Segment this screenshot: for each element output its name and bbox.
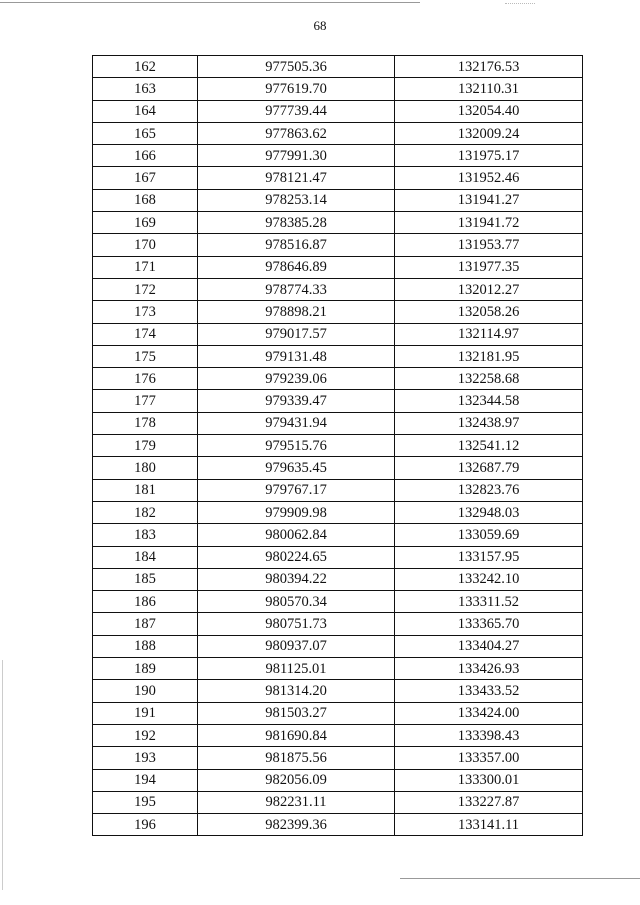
x-coordinate-cell: 980224.65	[198, 546, 395, 568]
point-number-cell: 173	[93, 301, 198, 323]
top-divider-dotted	[505, 3, 535, 4]
table-row	[93, 702, 583, 724]
x-coordinate-cell: 979339.47	[198, 390, 395, 412]
x-coordinate-cell: 980751.73	[198, 613, 395, 635]
table-row	[93, 680, 583, 702]
y-coordinate-cell: 133426.93	[395, 658, 583, 680]
x-coordinate-cell: 980394.22	[198, 568, 395, 590]
point-number-cell: 183	[93, 524, 198, 546]
x-coordinate-cell: 982231.11	[198, 791, 395, 813]
x-coordinate-cell: 982399.36	[198, 814, 395, 836]
table-row	[93, 814, 583, 836]
y-coordinate-cell: 131977.35	[395, 256, 583, 278]
table-row	[93, 635, 583, 657]
x-coordinate-cell: 977991.30	[198, 145, 395, 167]
point-number-cell: 194	[93, 769, 198, 791]
x-coordinate-cell: 978646.89	[198, 256, 395, 278]
x-coordinate-cell: 979431.94	[198, 412, 395, 434]
point-number-cell: 167	[93, 167, 198, 189]
x-coordinate-cell: 982056.09	[198, 769, 395, 791]
y-coordinate-cell: 132012.27	[395, 278, 583, 300]
table-row	[93, 234, 583, 256]
y-coordinate-cell: 132181.95	[395, 345, 583, 367]
page-number: 68	[313, 18, 327, 33]
point-number-cell: 166	[93, 145, 198, 167]
point-number-cell: 178	[93, 412, 198, 434]
table-row	[93, 100, 583, 122]
point-number-cell: 193	[93, 747, 198, 769]
table-row	[93, 457, 583, 479]
x-coordinate-cell: 979635.45	[198, 457, 395, 479]
x-coordinate-cell: 981314.20	[198, 680, 395, 702]
table-row	[93, 769, 583, 791]
y-coordinate-cell: 133424.00	[395, 702, 583, 724]
y-coordinate-cell: 133398.43	[395, 724, 583, 746]
table-row	[93, 591, 583, 613]
y-coordinate-cell: 132054.40	[395, 100, 583, 122]
table-row	[93, 390, 583, 412]
y-coordinate-cell: 133365.70	[395, 613, 583, 635]
x-coordinate-cell: 977505.36	[198, 56, 395, 78]
x-coordinate-cell: 978898.21	[198, 301, 395, 323]
point-number-cell: 169	[93, 212, 198, 234]
table-row	[93, 479, 583, 501]
point-number-cell: 184	[93, 546, 198, 568]
y-coordinate-cell: 132058.26	[395, 301, 583, 323]
y-coordinate-cell: 131941.72	[395, 212, 583, 234]
x-coordinate-cell: 981503.27	[198, 702, 395, 724]
table-row	[93, 435, 583, 457]
point-number-cell: 181	[93, 479, 198, 501]
y-coordinate-cell: 133141.11	[395, 814, 583, 836]
table-row	[93, 546, 583, 568]
y-coordinate-cell: 133157.95	[395, 546, 583, 568]
point-number-cell: 175	[93, 345, 198, 367]
point-number-cell: 164	[93, 100, 198, 122]
x-coordinate-cell: 979131.48	[198, 345, 395, 367]
x-coordinate-cell: 979909.98	[198, 501, 395, 523]
point-number-cell: 186	[93, 591, 198, 613]
table-row	[93, 167, 583, 189]
x-coordinate-cell: 977619.70	[198, 78, 395, 100]
x-coordinate-cell: 979239.06	[198, 368, 395, 390]
y-coordinate-cell: 132948.03	[395, 501, 583, 523]
y-coordinate-cell: 133227.87	[395, 791, 583, 813]
x-coordinate-cell: 980570.34	[198, 591, 395, 613]
y-coordinate-cell: 133242.10	[395, 568, 583, 590]
table-row	[93, 122, 583, 144]
point-number-cell: 179	[93, 435, 198, 457]
y-coordinate-cell: 132687.79	[395, 457, 583, 479]
point-number-cell: 192	[93, 724, 198, 746]
y-coordinate-cell: 132438.97	[395, 412, 583, 434]
table-row	[93, 747, 583, 769]
point-number-cell: 191	[93, 702, 198, 724]
point-number-cell: 163	[93, 78, 198, 100]
x-coordinate-cell: 978516.87	[198, 234, 395, 256]
x-coordinate-cell: 980062.84	[198, 524, 395, 546]
table-row	[93, 278, 583, 300]
y-coordinate-cell: 132114.97	[395, 323, 583, 345]
table-row	[93, 189, 583, 211]
y-coordinate-cell: 133300.01	[395, 769, 583, 791]
bottom-divider	[400, 878, 640, 879]
y-coordinate-cell: 133311.52	[395, 591, 583, 613]
table-row	[93, 212, 583, 234]
top-divider	[0, 2, 420, 3]
x-coordinate-cell: 978121.47	[198, 167, 395, 189]
table-row	[93, 345, 583, 367]
y-coordinate-cell: 132176.53	[395, 56, 583, 78]
y-coordinate-cell: 132541.12	[395, 435, 583, 457]
table-row	[93, 323, 583, 345]
point-number-cell: 185	[93, 568, 198, 590]
point-number-cell: 174	[93, 323, 198, 345]
y-coordinate-cell: 132823.76	[395, 479, 583, 501]
table-row	[93, 78, 583, 100]
point-number-cell: 168	[93, 189, 198, 211]
y-coordinate-cell: 131941.27	[395, 189, 583, 211]
x-coordinate-cell: 978253.14	[198, 189, 395, 211]
point-number-cell: 172	[93, 278, 198, 300]
point-number-cell: 182	[93, 501, 198, 523]
y-coordinate-cell: 133433.52	[395, 680, 583, 702]
x-coordinate-cell: 979017.57	[198, 323, 395, 345]
x-coordinate-cell: 981875.56	[198, 747, 395, 769]
point-number-cell: 190	[93, 680, 198, 702]
y-coordinate-cell: 133357.00	[395, 747, 583, 769]
y-coordinate-cell: 131953.77	[395, 234, 583, 256]
table-row	[93, 56, 583, 78]
point-number-cell: 189	[93, 658, 198, 680]
scan-edge	[2, 660, 3, 890]
point-number-cell: 176	[93, 368, 198, 390]
x-coordinate-cell: 977739.44	[198, 100, 395, 122]
table-row	[93, 613, 583, 635]
coordinates-table-body	[93, 56, 583, 836]
point-number-cell: 177	[93, 390, 198, 412]
y-coordinate-cell: 133059.69	[395, 524, 583, 546]
point-number-cell: 162	[93, 56, 198, 78]
point-number-cell: 187	[93, 613, 198, 635]
y-coordinate-cell: 131952.46	[395, 167, 583, 189]
table-row	[93, 256, 583, 278]
table-row	[93, 658, 583, 680]
point-number-cell: 195	[93, 791, 198, 813]
x-coordinate-cell: 981125.01	[198, 658, 395, 680]
x-coordinate-cell: 979767.17	[198, 479, 395, 501]
table-row	[93, 568, 583, 590]
table-row	[93, 791, 583, 813]
y-coordinate-cell: 132258.68	[395, 368, 583, 390]
table-row	[93, 368, 583, 390]
x-coordinate-cell: 978385.28	[198, 212, 395, 234]
table-row	[93, 145, 583, 167]
x-coordinate-cell: 979515.76	[198, 435, 395, 457]
table-row	[93, 724, 583, 746]
point-number-cell: 171	[93, 256, 198, 278]
point-number-cell: 165	[93, 122, 198, 144]
table-row	[93, 524, 583, 546]
point-number-cell: 180	[93, 457, 198, 479]
table-row	[93, 301, 583, 323]
y-coordinate-cell: 132009.24	[395, 122, 583, 144]
x-coordinate-cell: 981690.84	[198, 724, 395, 746]
y-coordinate-cell: 133404.27	[395, 635, 583, 657]
x-coordinate-cell: 978774.33	[198, 278, 395, 300]
point-number-cell: 196	[93, 814, 198, 836]
y-coordinate-cell: 132344.58	[395, 390, 583, 412]
x-coordinate-cell: 977863.62	[198, 122, 395, 144]
y-coordinate-cell: 132110.31	[395, 78, 583, 100]
table-row	[93, 501, 583, 523]
coordinates-table	[92, 55, 583, 836]
x-coordinate-cell: 980937.07	[198, 635, 395, 657]
y-coordinate-cell: 131975.17	[395, 145, 583, 167]
table-row	[93, 412, 583, 434]
point-number-cell: 188	[93, 635, 198, 657]
point-number-cell: 170	[93, 234, 198, 256]
